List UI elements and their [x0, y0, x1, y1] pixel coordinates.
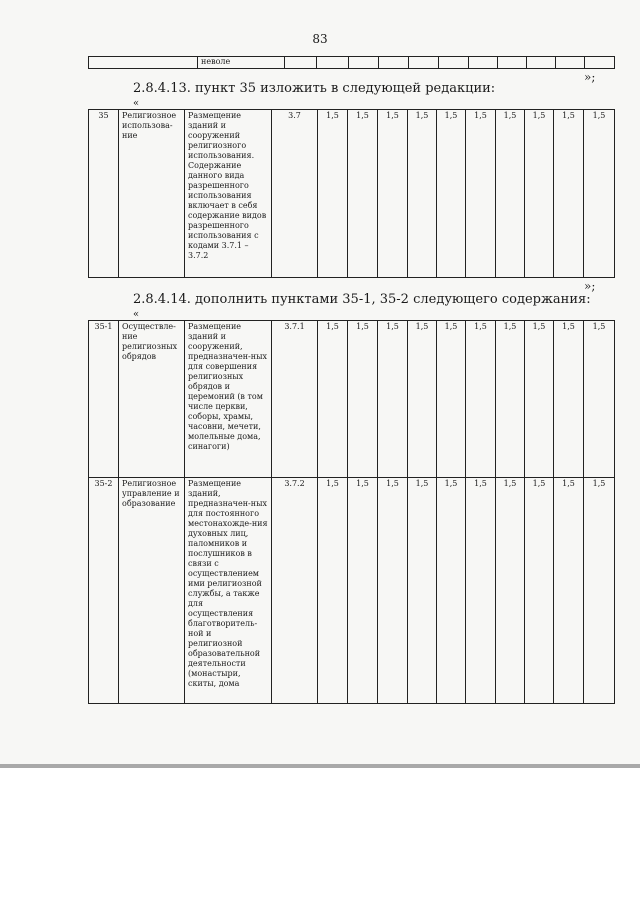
section-heading: 2.8.4.13. пункт 35 изложить в следующей редакции: — [133, 81, 496, 96]
value-cell: 1,5 — [318, 321, 348, 478]
use-name: Религиозное использова-ние — [119, 110, 185, 278]
value-cell: 1,5 — [525, 321, 554, 478]
value-cell: 1,5 — [525, 110, 554, 278]
row-number: 35-1 — [89, 321, 119, 478]
table-cell — [317, 57, 349, 69]
value-cell: 1,5 — [408, 110, 437, 278]
table-cell — [469, 57, 498, 69]
value-cell: 1,5 — [378, 321, 408, 478]
value-cell: 1,5 — [408, 478, 437, 704]
use-code: 3.7 — [272, 110, 318, 278]
table-cell — [498, 57, 527, 69]
opening-quote: « — [133, 309, 140, 320]
row-number: 35-2 — [89, 478, 119, 704]
table-cell — [556, 57, 585, 69]
land-use-table-35 — [88, 109, 615, 278]
table-cell — [409, 57, 439, 69]
table-cell — [89, 57, 198, 69]
value-cell: 1,5 — [496, 110, 525, 278]
value-cell: 1,5 — [584, 110, 615, 278]
table-cell — [379, 57, 409, 69]
value-cell: 1,5 — [437, 110, 466, 278]
use-code: 3.7.2 — [272, 478, 318, 704]
value-cell: 1,5 — [318, 478, 348, 704]
use-name: Религиозное управление и образование — [119, 478, 185, 704]
value-cell: 1,5 — [525, 478, 554, 704]
table-cell — [285, 57, 317, 69]
use-description: Размещение зданий, предназначен-ных для постоянного местонахожде-ния духовных лиц, паломников и послушников в связи с осуществлением ими религиозной службы, а также для осуществления благотворитель-ной и религиозной образовательной деятельности (монастыри, скиты, дома — [185, 478, 272, 704]
value-cell: 1,5 — [348, 478, 378, 704]
value-cell: 1,5 — [466, 110, 496, 278]
value-cell: 1,5 — [584, 321, 615, 478]
closing-quote: »; — [584, 279, 596, 293]
table-row — [89, 110, 615, 278]
value-cell: 1,5 — [437, 478, 466, 704]
value-cell: 1,5 — [466, 321, 496, 478]
land-use-table-35-1-35-2 — [88, 320, 615, 704]
table-cell — [439, 57, 469, 69]
use-name: Осуществле-ние религиозных обрядов — [119, 321, 185, 478]
table-cell — [349, 57, 379, 69]
use-description: Размещение зданий и сооружений религиозного использования. Содержание данного вида разрешенного использования включает в себя содержание видов разрешенного использования с кодами 3.7.1 – 3.7.2 — [185, 110, 272, 278]
value-cell: 1,5 — [496, 478, 525, 704]
value-cell: 1,5 — [408, 321, 437, 478]
section-heading: 2.8.4.14. дополнить пунктами 35-1, 35-2 следующего содержания: — [133, 292, 591, 307]
top-fragment-table — [88, 56, 615, 69]
value-cell: 1,5 — [348, 110, 378, 278]
value-cell: 1,5 — [378, 478, 408, 704]
table-cell — [585, 57, 615, 69]
table-row — [89, 478, 615, 704]
value-cell: 1,5 — [348, 321, 378, 478]
opening-quote: « — [133, 98, 140, 109]
value-cell: 1,5 — [554, 478, 584, 704]
page-number: 83 — [312, 32, 328, 46]
closing-quote: »; — [584, 70, 596, 84]
value-cell: 1,5 — [437, 321, 466, 478]
value-cell: 1,5 — [466, 478, 496, 704]
use-code: 3.7.1 — [272, 321, 318, 478]
value-cell: 1,5 — [496, 321, 525, 478]
table-row — [89, 321, 615, 478]
table-cell: неволе — [198, 57, 285, 69]
value-cell: 1,5 — [554, 110, 584, 278]
value-cell: 1,5 — [318, 110, 348, 278]
row-number: 35 — [89, 110, 119, 278]
table-cell — [527, 57, 556, 69]
value-cell: 1,5 — [378, 110, 408, 278]
value-cell: 1,5 — [554, 321, 584, 478]
value-cell: 1,5 — [584, 478, 615, 704]
use-description: Размещение зданий и сооружений, предназначен-ных для совершения религиозных обрядов и церемоний (в том числе церкви, соборы, храмы, часовни, мечети, молельные дома, синагоги) — [185, 321, 272, 478]
